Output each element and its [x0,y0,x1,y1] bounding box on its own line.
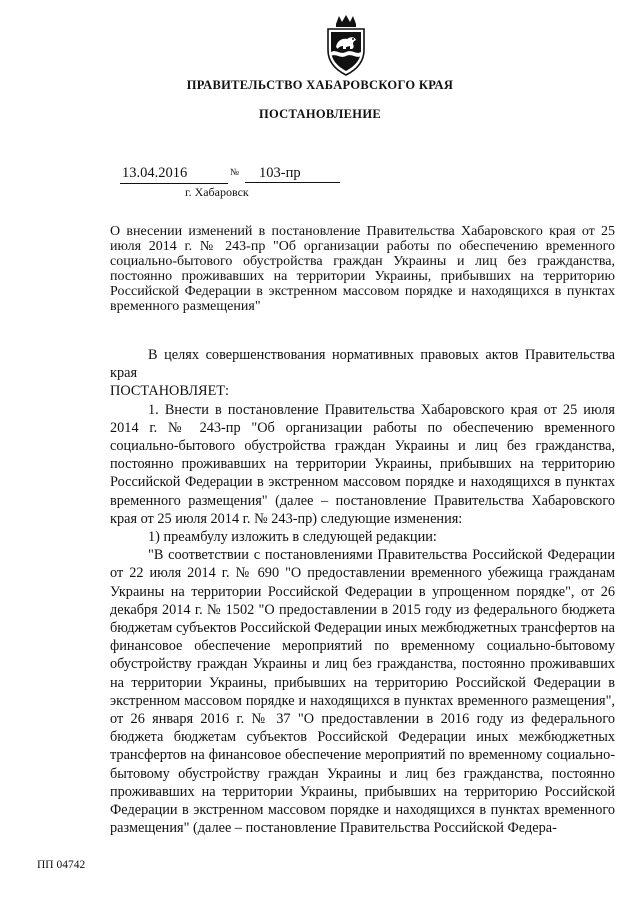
body-paragraph-preamble: В целях совершенствования нормативных правовых актов Правительства края [110,347,615,382]
footer-document-code: ПП 04742 [37,859,86,871]
organization-title: ПРАВИТЕЛЬСТВО ХАБАРОВСКОГО КРАЯ [186,78,454,92]
document-type-title: ПОСТАНОВЛЕНИЕ [258,107,381,121]
document-city: г. Хабаровск [185,185,249,199]
number-sign: № [230,168,240,178]
document-subject: О внесении изменений в постановление Правительства Хабаровского края от 25 июля 2014 г. № 243-пр "Об организации работы по обеспечению временного социально-бытового обустройства граждан Украины и лиц без гражданства, постоянно проживавших на территории Украины, прибывших на территорию Российской Федерации в экстренном массовом порядке и находящихся в пунктах временного размещения" [110,224,615,314]
body-paragraph-subitem-1: 1) преамбулу изложить в следующей редакции: [148,529,437,546]
document-date: 13.04.2016 [120,165,228,184]
body-paragraph-decree: ПОСТАНОВЛЯЕТ: [110,383,230,400]
document-number: 103-пр [245,165,340,183]
khabarovsk-coat-of-arms-icon [322,14,370,76]
document-body [110,346,615,837]
document-details [110,165,330,185]
body-paragraph-item-1: 1. Внести в постановление Правительства Хабаровского края от 25 июля 2014 г. № 243-пр "Об организации работы по обеспечению временного социально-бытового обустройства граждан Украины и лиц без гражданства, постоянно проживавших на территории Украины, прибывших на территорию Российской Федерации в экстренном массовом порядке и находящихся в пунктах временного размещения" (далее – постановление Правительства Хабаровского края от 25 июля 2014 г. № 243-пр) следующие изменения: [110,401,615,527]
body-paragraph-quote: "В соответствии с постановлениями Правительства Российской Федерации от 22 июля 2014 г. № 690 "О предоставлении временного убежища гражданам Украины на территории Российской Федерации в упрощенном порядке", от 26 декабря 2014 г. № 1502 "О предоставлении в 2015 году из федерального бюджета бюджетам субъектов Российской Федерации иных межбюджетных трансфертов на финансовое обеспечение мероприятий по временному социально-бытовому обустройству граждан Украины и лиц без гражданства, постоянно проживавших на территории Украины, прибывших на территорию Российской Федерации в экстренном массовом порядке и находящихся в пунктах временного размещения", от 26 января 2016 г. № 37 "О предоставлении в 2016 году из федерального бюджета бюджетам субъектов Российской Федерации иных межбюджетных трансфертов на финансовое обеспечение мероприятий по временному социально-бытовому обустройству граждан Украины и лиц без гражданства, постоянно проживавших на территории Украины, прибывших на территорию Российской Федерации в экстренном массовом порядке и находящихся в пунктах временного размещения" (далее – постановление Правительства Российской Федера- [110,547,615,837]
